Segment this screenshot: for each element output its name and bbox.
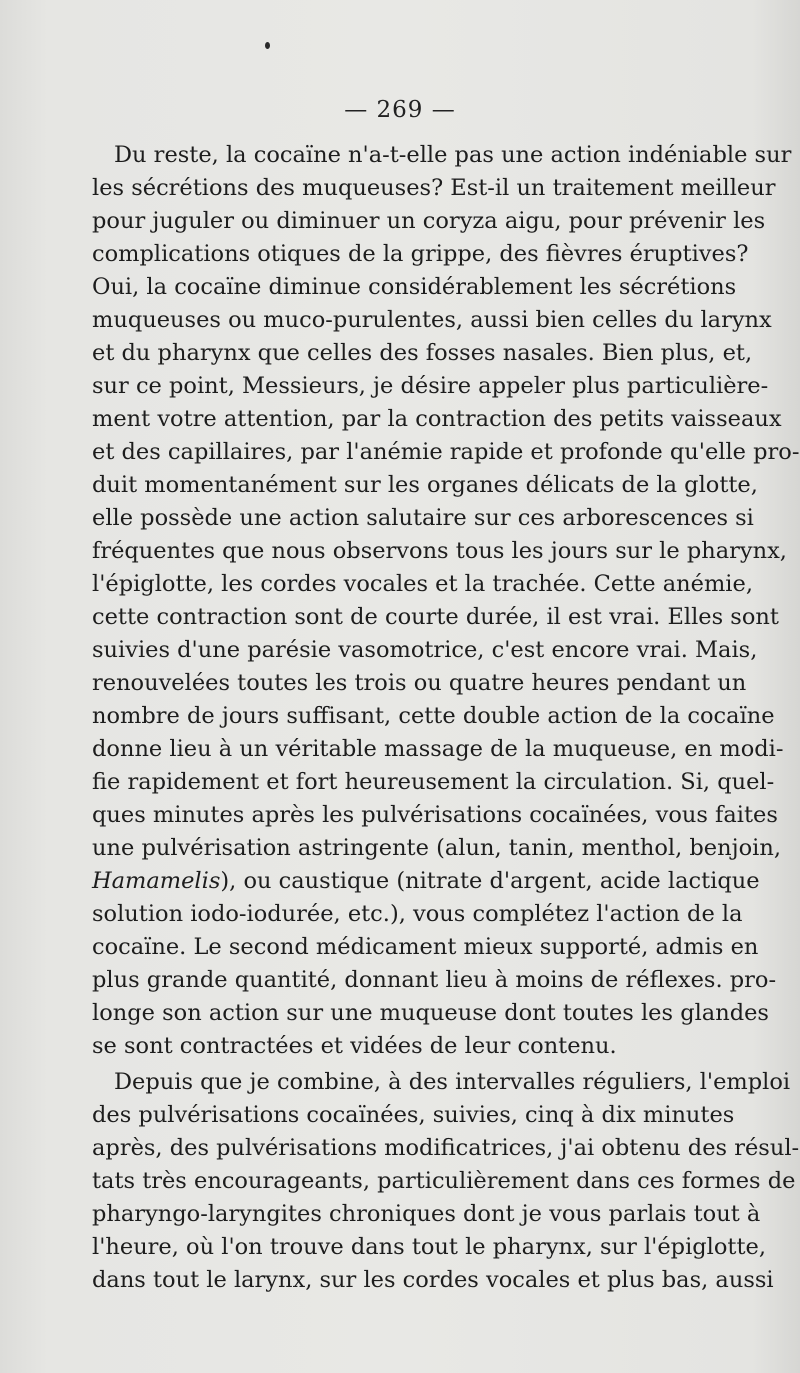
text-line: des pulvérisations cocaïnées, suivies, cinq à dix minutes [92, 1102, 735, 1128]
text-line: Du reste, la cocaïne n'a-t-elle pas une action indéniable sur [114, 142, 792, 168]
text-line: plus grande quantité, donnant lieu à moins de réflexes. pro- [92, 967, 777, 993]
text-line: duit momentanément sur les organes délicats de la glotte, [92, 472, 758, 498]
text-line: l'heure, où l'on trouve dans tout le pharynx, sur l'épiglotte, [92, 1234, 766, 1260]
text-line: fréquentes que nous observons tous les jours sur le pharynx, [92, 538, 787, 564]
text-line: suivies d'une parésie vasomotrice, c'est encore vrai. Mais, [92, 637, 758, 663]
text-line: solution iodo-iodurée, etc.), vous complétez l'action de la [92, 901, 743, 927]
text-line: dans tout le larynx, sur les cordes vocales et plus bas, aussi [92, 1267, 774, 1293]
text-line: elle possède une action salutaire sur ces arborescences si [92, 505, 754, 531]
text-line: donne lieu à un véritable massage de la muqueuse, en modi- [92, 736, 784, 762]
text-line: sur ce point, Messieurs, je désire appeler plus particulière- [92, 373, 769, 399]
text-line: nombre de jours suffisant, cette double action de la cocaïne [92, 703, 775, 729]
text-line: pharyngo-laryngites chroniques dont je vous parlais tout à [92, 1201, 761, 1227]
text-line: Hamamelis), ou caustique (nitrate d'argent, acide lactique [92, 868, 760, 894]
text-line: longe son action sur une muqueuse dont toutes les glandes [92, 1000, 769, 1026]
text-line: ment votre attention, par la contraction des petits vaisseaux [92, 406, 782, 432]
text-line: se sont contractées et vidées de leur contenu. [92, 1033, 617, 1059]
text-line: Depuis que je combine, à des intervalles réguliers, l'emploi [114, 1069, 791, 1095]
text-line: cocaïne. Le second médicament mieux supporté, admis en [92, 934, 759, 960]
paragraph-1 [92, 139, 800, 1063]
text-line: pour juguler ou diminuer un coryza aigu, pour prévenir les [92, 208, 766, 234]
text-line: tats très encourageants, particulièrement dans ces formes de [92, 1168, 796, 1194]
paragraph-2 [92, 1066, 800, 1297]
text-line: après, des pulvérisations modificatrices, j'ai obtenu des résul- [92, 1135, 800, 1161]
text-line: l'épiglotte, les cordes vocales et la trachée. Cette anémie, [92, 571, 753, 597]
page-number: — 269 — [344, 97, 456, 123]
text-line: renouvelées toutes les trois ou quatre heures pendant un [92, 670, 747, 696]
ink-speck [265, 42, 270, 49]
text-line: muqueuses ou muco-purulentes, aussi bien celles du larynx [92, 307, 772, 333]
text-line: Oui, la cocaïne diminue considérablement les sécrétions [92, 274, 737, 300]
text-line: cette contraction sont de courte durée, il est vrai. Elles sont [92, 604, 779, 630]
text-line: ques minutes après les pulvérisations cocaïnées, vous faites [92, 802, 778, 828]
body-text [92, 139, 800, 1297]
text-line: les sécrétions des muqueuses? Est-il un traitement meilleur [92, 175, 776, 201]
text-line: complications otiques de la grippe, des fièvres éruptives? [92, 241, 749, 267]
italic-term: Hamamelis [92, 868, 221, 894]
text-line: et des capillaires, par l'anémie rapide et profonde qu'elle pro- [92, 439, 800, 465]
text-line: une pulvérisation astringente (alun, tanin, menthol, benjoin, [92, 835, 781, 861]
text-line: et du pharynx que celles des fosses nasales. Bien plus, et, [92, 340, 753, 366]
text-line: fie rapidement et fort heureusement la circulation. Si, quel- [92, 769, 775, 795]
